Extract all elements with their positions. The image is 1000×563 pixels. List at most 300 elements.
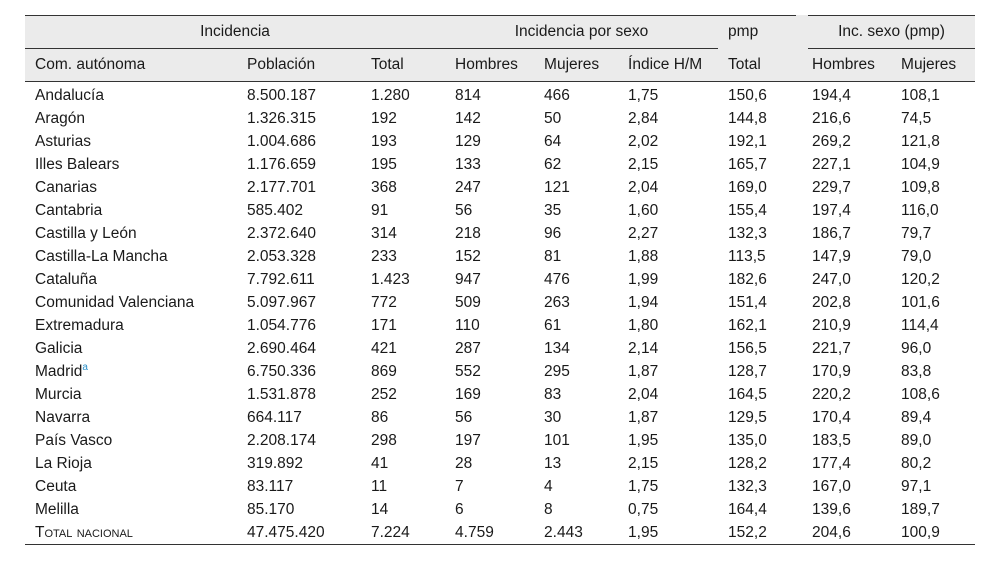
cell-value: 2,14 (628, 339, 659, 357)
cell-pmp-total (718, 291, 802, 314)
cell-mujeres (534, 222, 618, 245)
cell-pmp-hombres (802, 498, 891, 521)
cell-indice-hm (618, 291, 718, 314)
cell-value: 1.326.315 (247, 109, 316, 127)
cell-pmp-mujeres (891, 314, 975, 337)
cell-region (25, 406, 237, 429)
cell-value: 476 (544, 270, 570, 288)
cell-value: 135,0 (728, 431, 767, 449)
cell-pmp-mujeres (891, 268, 975, 291)
cell-value: 421 (371, 339, 397, 357)
cell-indice-hm (618, 452, 718, 475)
cell-value: 128,7 (728, 362, 767, 380)
total-cell-indice-hm (618, 521, 718, 545)
cell-region (25, 475, 237, 498)
cell-pmp-mujeres (891, 82, 975, 108)
cell-pmp-hombres (802, 153, 891, 176)
cell-mujeres (534, 475, 618, 498)
cell-value: 110 (455, 316, 480, 334)
cell-total (361, 222, 445, 245)
cell-value: 134 (544, 339, 570, 357)
cell-hombres (445, 82, 534, 108)
cell-value: 129 (455, 132, 481, 150)
cell-value: 41 (371, 454, 389, 472)
cell-total (361, 475, 445, 498)
table-row (25, 268, 975, 291)
cell-value: 195 (371, 155, 397, 173)
cell-hombres (445, 452, 534, 475)
col-header-hombres: Hombres (445, 49, 534, 82)
cell-value: 772 (371, 293, 397, 311)
cell-pmp-total (718, 82, 802, 108)
cell-hombres (445, 475, 534, 498)
incidence-table (25, 15, 975, 545)
table-row (25, 199, 975, 222)
cell-value: 218 (455, 224, 481, 242)
cell-value: 35 (544, 201, 562, 219)
cell-region (25, 199, 237, 222)
cell-total (361, 82, 445, 108)
total-cell-region (25, 521, 237, 545)
col-header-com-autonoma: Com. autónoma (25, 49, 237, 82)
cell-total (361, 406, 445, 429)
cell-value: Navarra (35, 408, 91, 426)
cell-total (361, 360, 445, 383)
cell-region (25, 452, 237, 475)
cell-pmp-hombres (802, 314, 891, 337)
cell-indice-hm (618, 199, 718, 222)
cell-value: 170,9 (812, 362, 851, 380)
cell-region (25, 383, 237, 406)
cell-value: 121,8 (901, 132, 940, 150)
cell-value: 64 (544, 132, 562, 150)
cell-mujeres (534, 406, 618, 429)
cell-region (25, 176, 237, 199)
total-cell-value: Total nacional (35, 523, 133, 541)
cell-value: 947 (455, 270, 481, 288)
cell-poblacion (237, 199, 361, 222)
col-header-indice-hm: Índice H/M (618, 49, 718, 82)
cell-value: 62 (544, 155, 562, 173)
cell-value: 1,60 (628, 201, 659, 219)
cell-value: 263 (544, 293, 570, 311)
cell-value: 169 (455, 385, 481, 403)
cell-value: 96,0 (901, 339, 932, 357)
cell-value: 30 (544, 408, 562, 426)
cell-pmp-mujeres (891, 337, 975, 360)
cell-value: 132,3 (728, 224, 767, 242)
cell-value: 139,6 (812, 500, 851, 518)
cell-pmp-hombres (802, 245, 891, 268)
cell-value: 133 (455, 155, 481, 173)
table-row (25, 498, 975, 521)
cell-indice-hm (618, 82, 718, 108)
cell-value: 197 (455, 431, 481, 449)
cell-value: 80,2 (901, 454, 932, 472)
cell-value: 28 (455, 454, 473, 472)
cell-pmp-hombres (802, 360, 891, 383)
cell-hombres (445, 498, 534, 521)
cell-value: Castilla y León (35, 224, 137, 242)
cell-value: Murcia (35, 385, 82, 403)
cell-pmp-hombres (802, 199, 891, 222)
cell-pmp-total (718, 452, 802, 475)
cell-indice-hm (618, 406, 718, 429)
cell-value: Galicia (35, 339, 83, 357)
table-row (25, 452, 975, 475)
cell-region (25, 360, 237, 383)
cell-total (361, 245, 445, 268)
cell-indice-hm (618, 337, 718, 360)
cell-pmp-hombres (802, 107, 891, 130)
cell-value: 86 (371, 408, 389, 426)
cell-value: 1,99 (628, 270, 659, 288)
cell-value: 2,15 (628, 155, 659, 173)
cell-total (361, 498, 445, 521)
table-row (25, 429, 975, 452)
cell-hombres (445, 130, 534, 153)
cell-value: 101 (544, 431, 570, 449)
cell-indice-hm (618, 130, 718, 153)
cell-total (361, 130, 445, 153)
cell-pmp-mujeres (891, 130, 975, 153)
cell-pmp-hombres (802, 337, 891, 360)
cell-value: 6.750.336 (247, 362, 316, 380)
cell-pmp-mujeres (891, 475, 975, 498)
cell-hombres (445, 429, 534, 452)
cell-value: Aragón (35, 109, 85, 127)
cell-value: 216,6 (812, 109, 851, 127)
cell-pmp-total (718, 199, 802, 222)
cell-value: 1,87 (628, 362, 659, 380)
cell-value: 1.176.659 (247, 155, 316, 173)
cell-region (25, 107, 237, 130)
total-cell-value: 7.224 (371, 523, 410, 541)
cell-value: 1,75 (628, 86, 659, 104)
cell-value: Cataluña (35, 270, 98, 288)
cell-mujeres (534, 245, 618, 268)
cell-hombres (445, 406, 534, 429)
cell-value: 177,4 (812, 454, 851, 472)
cell-pmp-total (718, 268, 802, 291)
cell-value: 233 (371, 247, 397, 265)
cell-pmp-mujeres (891, 245, 975, 268)
cell-indice-hm (618, 222, 718, 245)
cell-mujeres (534, 176, 618, 199)
cell-value: 0,75 (628, 500, 659, 518)
total-cell-value: 2.443 (544, 523, 583, 541)
cell-value: 869 (371, 362, 397, 380)
cell-region (25, 268, 237, 291)
cell-mujeres (534, 452, 618, 475)
cell-hombres (445, 153, 534, 176)
col-header-mujeres: Mujeres (534, 49, 618, 82)
total-cell-mujeres (534, 521, 618, 545)
cell-value: 13 (544, 454, 562, 472)
cell-value: 192 (371, 109, 397, 127)
cell-pmp-mujeres (891, 199, 975, 222)
cell-value: 210,9 (812, 316, 851, 334)
cell-value: 50 (544, 109, 562, 127)
cell-value: 298 (371, 431, 397, 449)
cell-mujeres (534, 429, 618, 452)
cell-value: 14 (371, 500, 389, 518)
cell-pmp-total (718, 360, 802, 383)
cell-value: 252 (371, 385, 397, 403)
total-cell-poblacion (237, 521, 361, 545)
column-header-row (25, 49, 975, 82)
cell-mujeres (534, 82, 618, 108)
cell-value: 229,7 (812, 178, 851, 196)
cell-value: 509 (455, 293, 481, 311)
col-header-total: Total (361, 49, 445, 82)
cell-indice-hm (618, 475, 718, 498)
cell-pmp-mujeres (891, 406, 975, 429)
cell-hombres (445, 176, 534, 199)
total-cell-pmp-mujeres (891, 521, 975, 545)
cell-hombres (445, 360, 534, 383)
cell-value: 79,7 (901, 224, 932, 242)
group-header-incidencia-sexo: Incidencia por sexo (445, 16, 718, 49)
cell-pmp-total (718, 337, 802, 360)
cell-mujeres (534, 360, 618, 383)
cell-total (361, 199, 445, 222)
cell-value: 2,04 (628, 178, 659, 196)
table-row (25, 475, 975, 498)
cell-value: 97,1 (901, 477, 932, 495)
cell-value: 192,1 (728, 132, 767, 150)
cell-value: 171 (371, 316, 397, 334)
cell-value: 1,80 (628, 316, 659, 334)
cell-value: 83 (544, 385, 562, 403)
cell-poblacion (237, 130, 361, 153)
cell-value: Melilla (35, 500, 79, 518)
cell-value: 150,6 (728, 86, 767, 104)
cell-value: 585.402 (247, 201, 304, 219)
cell-total (361, 452, 445, 475)
cell-pmp-total (718, 107, 802, 130)
cell-mujeres (534, 337, 618, 360)
cell-poblacion (237, 268, 361, 291)
cell-region (25, 222, 237, 245)
cell-value: 89,4 (901, 408, 932, 426)
cell-value: 664.117 (247, 408, 302, 426)
cell-hombres (445, 245, 534, 268)
cell-mujeres (534, 498, 618, 521)
cell-value: Canarias (35, 178, 98, 196)
cell-value: 79,0 (901, 247, 932, 265)
cell-total (361, 291, 445, 314)
cell-value: 152 (455, 247, 481, 265)
cell-pmp-total (718, 222, 802, 245)
cell-region (25, 337, 237, 360)
cell-value: 314 (371, 224, 397, 242)
cell-value: 170,4 (812, 408, 851, 426)
cell-value: 1.423 (371, 270, 410, 288)
cell-pmp-hombres (802, 383, 891, 406)
cell-mujeres (534, 314, 618, 337)
cell-value: 121 (544, 178, 570, 196)
cell-value: 220,2 (812, 385, 851, 403)
cell-value: 552 (455, 362, 481, 380)
cell-value: 81 (544, 247, 562, 265)
cell-poblacion (237, 314, 361, 337)
cell-hombres (445, 199, 534, 222)
table-row (25, 82, 975, 108)
cell-value: País Vasco (35, 431, 113, 449)
table-row (25, 291, 975, 314)
cell-value: 61 (544, 316, 562, 334)
cell-value: Andalucía (35, 86, 104, 104)
cell-value: 8 (544, 500, 553, 518)
cell-indice-hm (618, 383, 718, 406)
cell-value: 164,5 (728, 385, 767, 403)
cell-value: 1,95 (628, 431, 659, 449)
cell-pmp-total (718, 429, 802, 452)
cell-value: 113,5 (728, 247, 766, 265)
cell-region (25, 245, 237, 268)
cell-value: 56 (455, 408, 473, 426)
cell-total (361, 176, 445, 199)
cell-total (361, 314, 445, 337)
cell-value: 183,5 (812, 431, 851, 449)
cell-value: 227,1 (812, 155, 851, 173)
cell-pmp-total (718, 176, 802, 199)
total-cell-pmp-total (718, 521, 802, 545)
cell-region (25, 429, 237, 452)
table-row (25, 107, 975, 130)
cell-value: 189,7 (901, 500, 940, 518)
cell-total (361, 429, 445, 452)
cell-value: 83.117 (247, 477, 294, 495)
cell-region (25, 82, 237, 108)
cell-indice-hm (618, 498, 718, 521)
col-header-pmp-total: Total (718, 49, 802, 82)
cell-total (361, 268, 445, 291)
cell-total (361, 383, 445, 406)
cell-value: Illes Balears (35, 155, 120, 173)
cell-pmp-hombres (802, 130, 891, 153)
cell-value: 56 (455, 201, 473, 219)
cell-poblacion (237, 406, 361, 429)
cell-pmp-mujeres (891, 452, 975, 475)
cell-pmp-total (718, 383, 802, 406)
cell-value: 83,8 (901, 362, 932, 380)
cell-value: 7.792.611 (247, 270, 315, 288)
cell-value: 7 (455, 477, 464, 495)
cell-indice-hm (618, 268, 718, 291)
cell-value: 186,7 (812, 224, 851, 242)
cell-value: 165,7 (728, 155, 767, 173)
cell-value: 128,2 (728, 454, 767, 472)
cell-pmp-total (718, 153, 802, 176)
cell-region (25, 498, 237, 521)
cell-value: 151,4 (728, 293, 767, 311)
cell-pmp-hombres (802, 268, 891, 291)
total-cell-value: 1,95 (628, 523, 659, 541)
cell-hombres (445, 337, 534, 360)
group-header-row (25, 16, 975, 49)
cell-value: 197,4 (812, 201, 851, 219)
cell-pmp-hombres (802, 291, 891, 314)
cell-mujeres (534, 383, 618, 406)
cell-value: 144,8 (728, 109, 767, 127)
cell-total (361, 153, 445, 176)
cell-total (361, 337, 445, 360)
cell-value: 6 (455, 500, 464, 518)
cell-value: 156,5 (728, 339, 767, 357)
cell-value: 2,27 (628, 224, 659, 242)
cell-hombres (445, 222, 534, 245)
group-header-incidencia: Incidencia (25, 16, 445, 49)
cell-hombres (445, 107, 534, 130)
table-row (25, 176, 975, 199)
cell-region (25, 314, 237, 337)
cell-value: 1.004.686 (247, 132, 316, 150)
cell-mujeres (534, 199, 618, 222)
cell-pmp-mujeres (891, 498, 975, 521)
cell-pmp-hombres (802, 452, 891, 475)
cell-value: 1,94 (628, 293, 659, 311)
cell-value: 2,04 (628, 385, 659, 403)
cell-value: 120,2 (901, 270, 940, 288)
cell-pmp-total (718, 498, 802, 521)
cell-value: 164,4 (728, 500, 767, 518)
cell-hombres (445, 314, 534, 337)
cell-value: 1,88 (628, 247, 659, 265)
cell-pmp-hombres (802, 82, 891, 108)
cell-value: 2,15 (628, 454, 659, 472)
cell-value: 8.500.187 (247, 86, 316, 104)
table-row (25, 245, 975, 268)
cell-pmp-total (718, 406, 802, 429)
cell-value: 1.280 (371, 86, 410, 104)
cell-poblacion (237, 475, 361, 498)
cell-value: 247,0 (812, 270, 851, 288)
cell-poblacion (237, 176, 361, 199)
cell-poblacion (237, 383, 361, 406)
total-cell-value: 4.759 (455, 523, 494, 541)
group-header-inc-sexo-pmp: Inc. sexo (pmp) (802, 16, 975, 49)
cell-hombres (445, 383, 534, 406)
cell-value: 295 (544, 362, 570, 380)
table-row (25, 222, 975, 245)
cell-poblacion (237, 245, 361, 268)
cell-mujeres (534, 268, 618, 291)
cell-indice-hm (618, 176, 718, 199)
cell-value: 287 (455, 339, 481, 357)
cell-region (25, 130, 237, 153)
cell-value: 116,0 (901, 201, 939, 219)
cell-indice-hm (618, 107, 718, 130)
cell-pmp-mujeres (891, 291, 975, 314)
cell-value: La Rioja (35, 454, 92, 472)
cell-value: 147,9 (812, 247, 851, 265)
cell-value: 2.053.328 (247, 247, 316, 265)
cell-value: 155,4 (728, 201, 767, 219)
cell-value: 1,87 (628, 408, 659, 426)
total-cell-pmp-hombres (802, 521, 891, 545)
cell-total (361, 107, 445, 130)
cell-value: 182,6 (728, 270, 767, 288)
table-body (25, 82, 975, 545)
footnote-link[interactable]: a (82, 361, 88, 373)
cell-value: 85.170 (247, 500, 295, 518)
cell-value: 4 (544, 477, 553, 495)
cell-value: 2,84 (628, 109, 659, 127)
total-cell-value: 152,2 (728, 523, 767, 541)
table-row (25, 337, 975, 360)
